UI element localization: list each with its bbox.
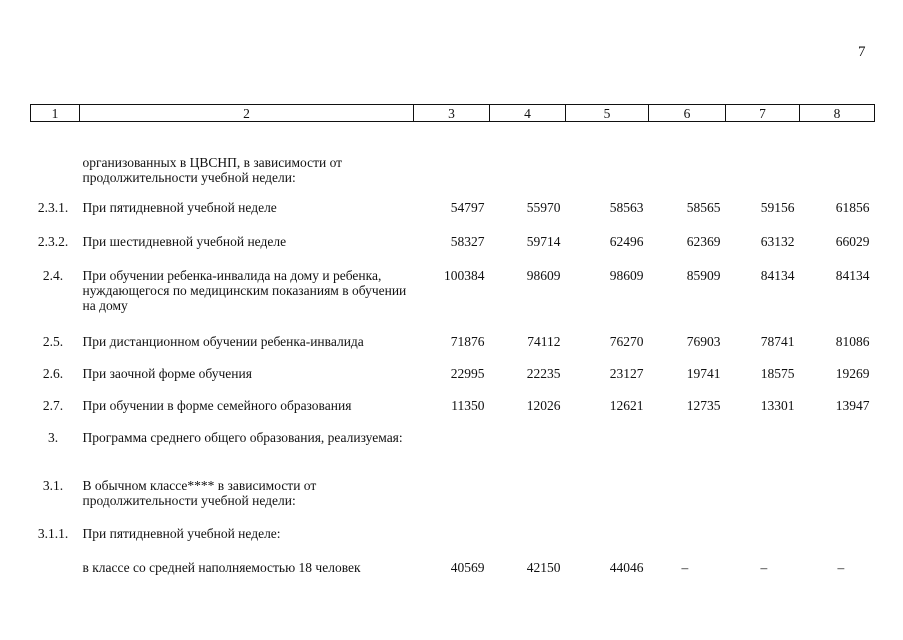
row-value-5: 12621 — [609, 398, 644, 413]
row-value-3: 11350 — [451, 398, 485, 413]
row-value-5 — [566, 415, 649, 463]
row-value-7: 84134 — [760, 268, 795, 283]
table-row — [31, 219, 875, 253]
row-value-7: 59156 — [760, 200, 795, 215]
row-value-6: 19741 — [686, 366, 721, 381]
header-col-8: 8 — [800, 105, 875, 122]
table-row — [31, 463, 875, 511]
row-value-7 — [726, 122, 800, 186]
table-row — [31, 351, 875, 383]
row-description: При заочной форме обучения — [82, 366, 252, 381]
row-description: организованных в ЦВСНП, в зависимости от продолжительности учебной недели: — [82, 155, 343, 185]
row-value-3 — [414, 463, 490, 511]
table-row — [31, 185, 875, 219]
row-value-7: 63132 — [760, 234, 795, 249]
row-description: При шестидневной учебной неделе — [82, 234, 287, 249]
row-value-3: 22995 — [450, 366, 485, 381]
row-value-5: 44046 — [609, 560, 644, 575]
row-number: 2.3.2. — [37, 234, 69, 249]
row-number: 2.6. — [42, 366, 64, 381]
row-number: 3.1. — [42, 478, 64, 493]
header-row — [31, 105, 875, 122]
row-value-6: 58565 — [686, 200, 721, 215]
row-value-4: 22235 — [526, 366, 561, 381]
row-value-6: – — [681, 560, 689, 575]
row-value-7: – — [760, 560, 768, 575]
row-value-3: 54797 — [450, 200, 485, 215]
row-value-4: 98609 — [526, 268, 561, 283]
row-value-7 — [726, 415, 800, 463]
header-col-7: 7 — [726, 105, 800, 122]
row-number: 2.7. — [42, 398, 64, 413]
row-value-4 — [490, 463, 566, 511]
row-description: При пятидневной учебной неделе: — [82, 526, 281, 541]
row-value-4 — [490, 122, 566, 186]
row-value-7: 78741 — [760, 334, 795, 349]
row-value-4 — [490, 511, 566, 543]
row-value-8 — [800, 463, 875, 511]
row-value-3: 58327 — [450, 234, 485, 249]
row-value-7 — [726, 463, 800, 511]
row-value-5: 98609 — [609, 268, 644, 283]
table-row — [31, 383, 875, 415]
table-row — [31, 415, 875, 463]
row-value-6 — [649, 511, 726, 543]
row-number — [31, 543, 80, 577]
row-number: 3. — [47, 430, 59, 445]
header-col-2: 2 — [80, 105, 414, 122]
row-value-3: 40569 — [450, 560, 485, 575]
header-col-6: 6 — [649, 105, 726, 122]
row-value-6 — [649, 122, 726, 186]
row-value-6: 76903 — [686, 334, 721, 349]
row-value-6: 12735 — [686, 398, 721, 413]
row-description: При обучении ребенка-инвалида на дому и ребенка, нуждающегося по медицинским показаниям в обучении на дому — [82, 268, 407, 313]
table-row — [31, 319, 875, 351]
row-value-8: 84134 — [835, 268, 870, 283]
row-value-4: 59714 — [526, 234, 561, 249]
row-value-5: 58563 — [609, 200, 644, 215]
table-row — [31, 543, 875, 577]
row-value-3 — [414, 122, 490, 186]
header-col-3: 3 — [414, 105, 490, 122]
row-value-4: 42150 — [526, 560, 561, 575]
table-row — [31, 511, 875, 543]
row-value-8 — [800, 511, 875, 543]
row-value-3 — [414, 511, 490, 543]
row-value-8 — [800, 122, 875, 186]
table-row — [31, 253, 875, 319]
row-value-8 — [800, 415, 875, 463]
row-value-4: 55970 — [526, 200, 561, 215]
row-value-5 — [566, 511, 649, 543]
row-value-7: 13301 — [760, 398, 795, 413]
row-value-3: 100384 — [444, 268, 485, 283]
header-col-4: 4 — [490, 105, 566, 122]
row-value-5 — [566, 463, 649, 511]
row-value-7 — [726, 511, 800, 543]
row-value-8: – — [837, 560, 845, 575]
funding-norms-table — [30, 104, 875, 577]
row-description: При дистанционном обучении ребенка-инвалида — [82, 334, 364, 349]
row-description: При пятидневной учебной неделе — [82, 200, 277, 215]
row-value-6: 85909 — [686, 268, 721, 283]
header-col-5: 5 — [566, 105, 649, 122]
row-value-8: 13947 — [835, 398, 870, 413]
row-value-8: 66029 — [835, 234, 870, 249]
row-number: 2.3.1. — [37, 200, 69, 215]
row-description: При обучении в форме семейного образования — [82, 398, 352, 413]
row-value-8: 81086 — [835, 334, 870, 349]
row-number: 3.1.1. — [37, 526, 69, 541]
table-body — [31, 122, 875, 578]
row-value-6 — [649, 463, 726, 511]
row-value-7: 18575 — [760, 366, 795, 381]
row-value-4 — [490, 415, 566, 463]
row-value-5: 76270 — [609, 334, 644, 349]
row-number — [31, 122, 80, 186]
table-header — [31, 105, 875, 122]
row-value-8: 61856 — [835, 200, 870, 215]
row-value-3: 71876 — [450, 334, 485, 349]
table-row — [31, 122, 875, 186]
row-number: 2.5. — [42, 334, 64, 349]
row-value-4: 74112 — [527, 334, 561, 349]
row-value-5: 23127 — [609, 366, 644, 381]
row-value-4: 12026 — [526, 398, 561, 413]
row-description: Программа среднего общего образования, реализуемая: — [82, 430, 403, 445]
row-value-3 — [414, 415, 490, 463]
page-number: 7 — [858, 44, 866, 60]
row-description: в классе со средней наполняемостью 18 человек — [82, 560, 361, 575]
row-value-5 — [566, 122, 649, 186]
row-number: 2.4. — [42, 268, 64, 283]
row-value-6: 62369 — [686, 234, 721, 249]
row-description: В обычном классе**** в зависимости от продолжительности учебной недели: — [82, 478, 317, 508]
row-value-8: 19269 — [835, 366, 870, 381]
row-value-6 — [649, 415, 726, 463]
row-value-5: 62496 — [609, 234, 644, 249]
header-col-1: 1 — [31, 105, 80, 122]
